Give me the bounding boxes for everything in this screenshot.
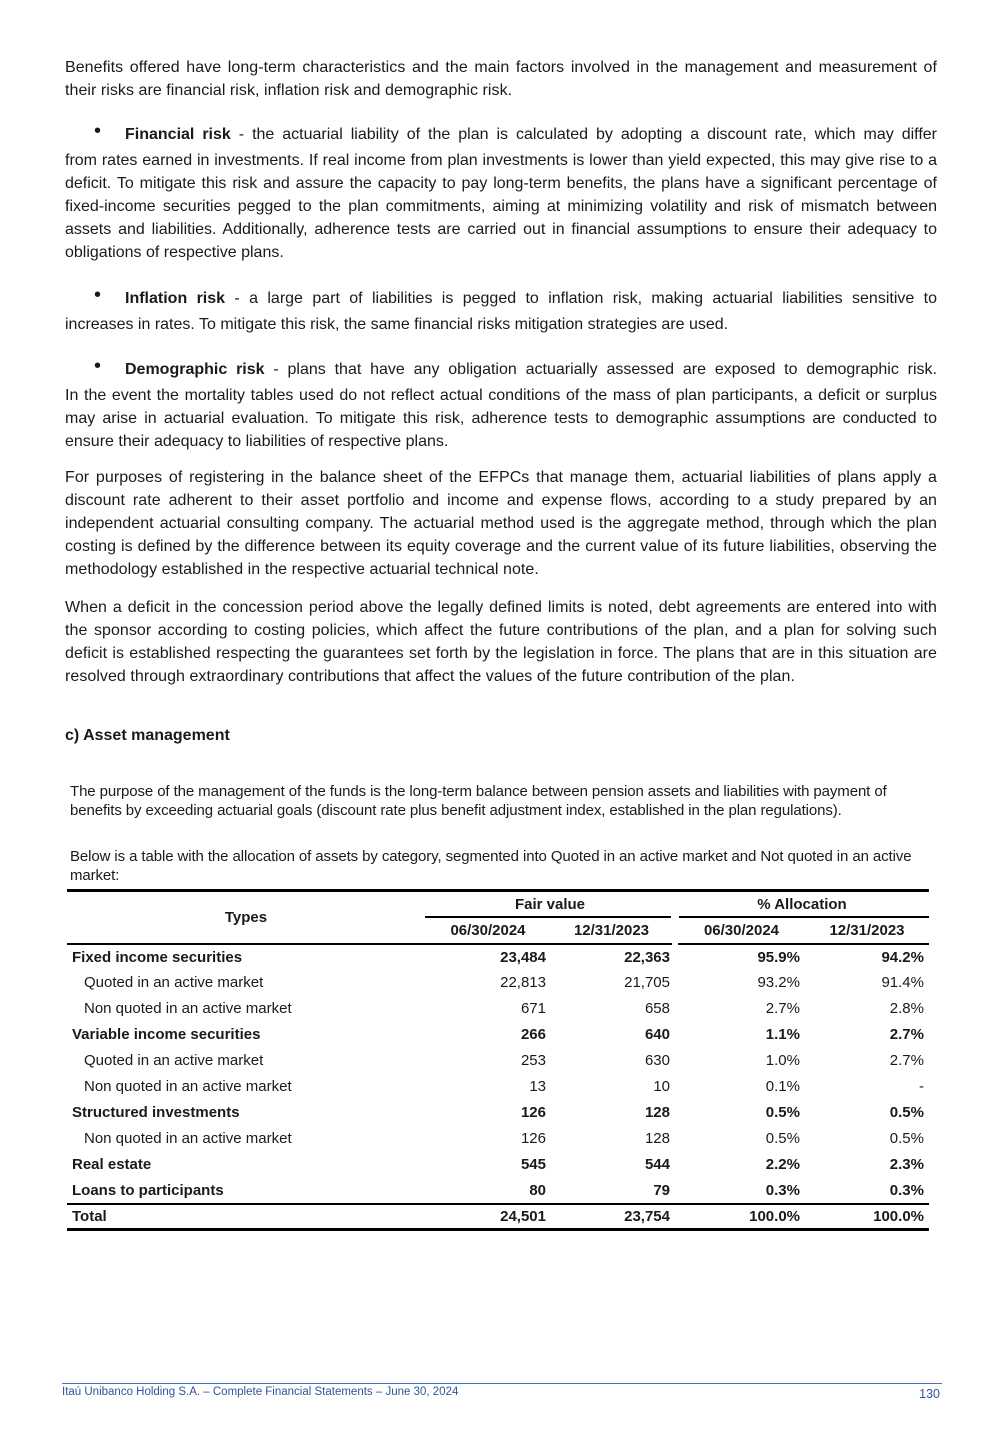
table-row [67, 1074, 929, 1100]
allocation-header: % Allocation [675, 891, 929, 918]
cell-value: 0.3% [765, 1181, 800, 1199]
cell-value: 0.1% [765, 1078, 800, 1095]
footer-text: Itaú Unibanco Holding S.A. – Complete Financial Statements – June 30, 2024 [62, 1386, 459, 1398]
cell-value: 0.5% [765, 1104, 800, 1121]
cell-value: 128 [644, 1104, 670, 1121]
cell-value: 671 [520, 1000, 546, 1017]
bullet-term: Financial risk [125, 126, 231, 143]
row-label: Fixed income securities [72, 948, 243, 966]
row-label: Non quoted in an active market [84, 1130, 292, 1147]
cell-value: 2.7% [889, 1026, 924, 1043]
cell-value: 544 [644, 1156, 670, 1173]
section-title: c) Asset management [65, 727, 230, 744]
table-row [67, 1022, 929, 1048]
row-label: Total [67, 1204, 425, 1230]
row-label: Quoted in an active market [84, 974, 264, 991]
bullet-first-line: - a large part of liabilities is pegged to inflation risk, making actuarial liabilities sensitive to [225, 290, 937, 307]
cell-value: 2.7% [765, 1000, 800, 1017]
cell-value: 23,484 [500, 948, 546, 966]
cell-value: 2.7% [889, 1052, 924, 1069]
cell-value: 80 [529, 1181, 546, 1199]
cell-value: 0.3% [889, 1181, 924, 1199]
demographic-risk-bullet [65, 355, 937, 453]
cell-value: 100.0% [675, 1204, 805, 1230]
cell-value: - [919, 1078, 924, 1095]
cell-value: 91.4% [881, 974, 924, 991]
table-row [67, 1178, 929, 1204]
cell-value: 13 [529, 1078, 546, 1095]
cell-value: 0.5% [889, 1130, 924, 1147]
bullet-first-line: - plans that have any obligation actuarially assessed are exposed to demographic risk. [264, 361, 937, 378]
total-row [67, 1204, 929, 1230]
row-label: Quoted in an active market [84, 1052, 264, 1069]
purpose-paragraph: The purpose of the management of the funds is the long-term balance between pension assets and liabilities with payment of benefits by exceeding actuarial goals (discount rate plus benefit adjustment index, established in the plan regulations). [70, 783, 887, 819]
row-label: Loans to participants [72, 1181, 224, 1199]
table-intro-paragraph: Below is a table with the allocation of assets by category, segmented into Quoted in an active market and Not quoted in an active market: [70, 848, 912, 884]
cell-value: 79 [653, 1181, 670, 1199]
cell-value: 253 [520, 1052, 546, 1069]
deficit-paragraph: When a deficit in the concession period above the legally defined limits is noted, debt agreements are entered into with the sponsor according to costing policies, which affect the future contributions of the plan, and a plan for solving such deficit is established respecting the guarantees set forth by the legislation in force. The plans that are in this situation are resolved through extraordinary contributions that affect the values of the future contribution of the plan. [65, 599, 937, 685]
asset-allocation-table [67, 889, 929, 1231]
table-row [67, 1100, 929, 1126]
cell-value: 2.8% [889, 1000, 924, 1017]
cell-value: 2.2% [765, 1156, 800, 1173]
cell-value: 22,813 [500, 974, 546, 991]
cell-value: 640 [644, 1026, 670, 1043]
bullet-first-line: - the actuarial liability of the plan is calculated by adopting a discount rate, which may differ [230, 126, 938, 143]
cell-value: 1.1% [765, 1026, 800, 1043]
cell-value: 24,501 [425, 1204, 551, 1230]
inflation-risk-bullet [65, 284, 937, 336]
bullet-text: from rates earned in investments. If real income from plan investments is lower than yield expected, this may give rise to a deficit. To mitigate this risk and assure the capacity to pay long-term benefits, the plans have a significant percentage of fixed-income securities pegged to the plan commitments, aiming at minimizing volatility and risk of mismatch between assets and liabilities. Additionally, adherence tests are carried out in financial assumptions to ensure their adequacy to obligations of respective plans. [65, 152, 937, 261]
bullet-icon: • [94, 284, 102, 306]
table-row [67, 1048, 929, 1074]
cell-value: 2.3% [889, 1156, 924, 1173]
table-row [67, 944, 929, 970]
date-header: 06/30/2024 [675, 918, 805, 944]
date-header: 12/31/2023 [805, 918, 929, 944]
bullet-icon: • [94, 355, 102, 377]
row-label: Non quoted in an active market [84, 1000, 292, 1017]
cell-value: 545 [520, 1156, 546, 1173]
cell-value: 94.2% [881, 948, 924, 966]
table-row [67, 1152, 929, 1178]
cell-value: 93.2% [757, 974, 800, 991]
cell-value: 23,754 [551, 1204, 675, 1230]
date-header: 06/30/2024 [425, 918, 551, 944]
registering-paragraph: For purposes of registering in the balance sheet of the EFPCs that manage them, actuarial liabilities of plans apply a discount rate adherent to their asset portfolio and income and expense flows, according to a study prepared by an independent actuarial consulting company. The actuarial method used is the aggregate method, through which the plan costing is defined by the difference between its equity coverage and the current value of its future liabilities, observing the methodology established in the respective actuarial technical note. [65, 469, 937, 578]
bullet-text: In the event the mortality tables used do not reflect actual conditions of the mass of plan participants, a deficit or surplus may arise in actuarial evaluation. To mitigate this risk, adherence tests to demographic assumptions are conducted to ensure their adequacy to liabilities of respective plans. [65, 387, 937, 450]
cell-value: 0.5% [765, 1130, 800, 1147]
cell-value: 1.0% [765, 1052, 800, 1069]
cell-value: 0.5% [889, 1104, 924, 1121]
bullet-icon: • [94, 120, 102, 142]
row-label: Structured investments [72, 1104, 240, 1121]
cell-value: 22,363 [624, 948, 670, 966]
cell-value: 21,705 [624, 974, 670, 991]
cell-value: 100.0% [805, 1204, 929, 1230]
row-label: Variable income securities [72, 1026, 261, 1043]
bullet-term: Demographic risk [125, 361, 265, 378]
bullet-text: increases in rates. To mitigate this risk, the same financial risks mitigation strategies are used. [65, 316, 729, 333]
cell-value: 266 [520, 1026, 546, 1043]
row-label: Non quoted in an active market [84, 1078, 292, 1095]
types-header: Types [67, 891, 425, 944]
financial-risk-bullet [65, 120, 938, 264]
cell-value: 630 [644, 1052, 670, 1069]
cell-value: 10 [653, 1078, 670, 1095]
bullet-term: Inflation risk [125, 290, 226, 307]
cell-value: 95.9% [757, 948, 800, 966]
cell-value: 658 [644, 1000, 670, 1017]
cell-value: 126 [520, 1130, 546, 1147]
table-row [67, 970, 929, 996]
cell-value: 126 [520, 1104, 546, 1121]
fair-value-header: Fair value [425, 891, 675, 918]
page-number: 130 [919, 1387, 940, 1401]
intro-paragraph: Benefits offered have long-term characteristics and the main factors involved in the management and measurement of their risks are financial risk, inflation risk and demographic risk. [65, 59, 937, 99]
row-label: Real estate [72, 1156, 152, 1173]
table-row [67, 996, 929, 1022]
table-row [67, 1126, 929, 1152]
date-header: 12/31/2023 [551, 918, 675, 944]
footer-divider [62, 1383, 942, 1384]
cell-value: 128 [644, 1130, 670, 1147]
